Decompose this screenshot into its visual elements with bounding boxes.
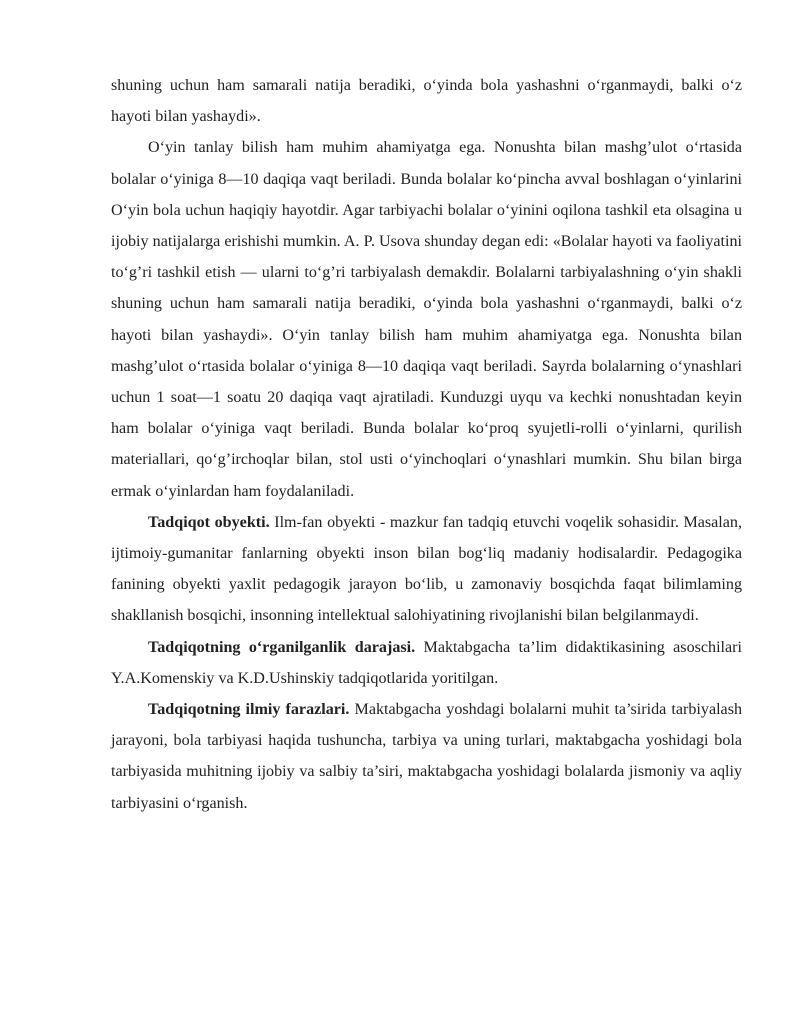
paragraph-heading: Tadqiqotning o‘rganilganlik darajasi. [148, 638, 416, 656]
paragraph-heading: Tadqiqot obyekti. [148, 513, 270, 531]
paragraph-oyin [111, 132, 742, 506]
paragraph-heading: Tadqiqotning ilmiy farazlari. [148, 701, 350, 719]
paragraph-text: O‘yin tanlay bilish ham muhim ahamiyatga ega. Nonushta bilan mashg’ulot o‘rtasida bolalar o‘yiniga 8—10 daqiqa vaqt beriladi. Bunda bolalar ko‘pincha avval boshlagan o‘yinlarini O‘yin bola uchun haqiqiy hayotdir. Agar tarbiyachi bolalar o‘yinini oqilona tashkil eta olsagina u ijobiy natijalarga erishishi mumkin. A. P. Usova shunday degan edi: «Bolalar hayoti va faoliyatini to‘g’ri tashkil etish — ularni to‘g’ri tarbiyalash demakdir. Bolalarni tarbiyalashning o‘yin shakli shuning uchun ham samarali natija beradiki, o‘yinda bola yashashni o‘rganmaydi, balki o‘z hayoti bilan yashaydi». O‘yin tanlay bilish ham muhim ahamiyatga ega. Nonushta bilan mashg’ulot o‘rtasida bolalar o‘yiniga 8—10 daqiqa vaqt beriladi. Sayrda bolalarning o‘ynashlari uchun 1 soat—1 soatu 20 daqiqa vaqt ajratiladi. Kunduzgi uyqu va kechki nonushtadan keyin ham bolalar o‘yiniga vaqt beriladi. Bunda bolalar ko‘proq syujetli-rolli o‘yinlarni, qurilish materiallari, qo‘g’irchoqlar bilan, stol usti o‘yinchoqlari o‘ynashlari mumkin. Shu bilan birga ermak o‘yinlardan ham foydalaniladi. [111, 139, 742, 500]
paragraph-tadqiqot-obyekti [111, 507, 742, 632]
paragraph-text: shuning uchun ham samarali natija beradiki, o‘yinda bola yashashni o‘rganmaydi, balki o‘z hayoti bilan yashaydi». [111, 77, 742, 126]
paragraph-organilganlik-darajasi [111, 632, 742, 694]
paragraph-continuation [111, 70, 742, 132]
paragraph-text: Ilm-fan obyekti - mazkur fan tadqiq etuvchi voqelik sohasidir. Masalan, ijtimoiy-gumanitar fanlarning obyekti inson bilan bog‘liq madaniy hodisalardir. Pedagogika fanining obyekti yaxlit pedagogik jarayon bo‘lib, u zamonaviy bosqichda faqat bilimlaming shakllanish bosqichi, insonning intellektual salohiyatining rivojlanishi bilan belgilanmaydi. [111, 513, 742, 625]
paragraph-text: Maktabgacha ta’lim didaktikasining asoschilari Y.A.Komenskiy va K.D.Ushinskiy tadqiqotlarida yoritilgan. [111, 638, 742, 687]
document-page [111, 70, 742, 819]
paragraph-ilmiy-farazlari [111, 694, 742, 819]
paragraph-text: Maktabgacha yoshdagi bolalarni muhit ta’sirida tarbiyalash jarayoni, bola tarbiyasi haqida tushuncha, tarbiya va uning turlari, maktabgacha yoshidagi bola tarbiyasida muhitning ijobiy va salbiy ta’siri, maktabgacha yoshidagi bolalarda jismoniy va aqliy tarbiyasini o‘rganish. [111, 701, 743, 812]
